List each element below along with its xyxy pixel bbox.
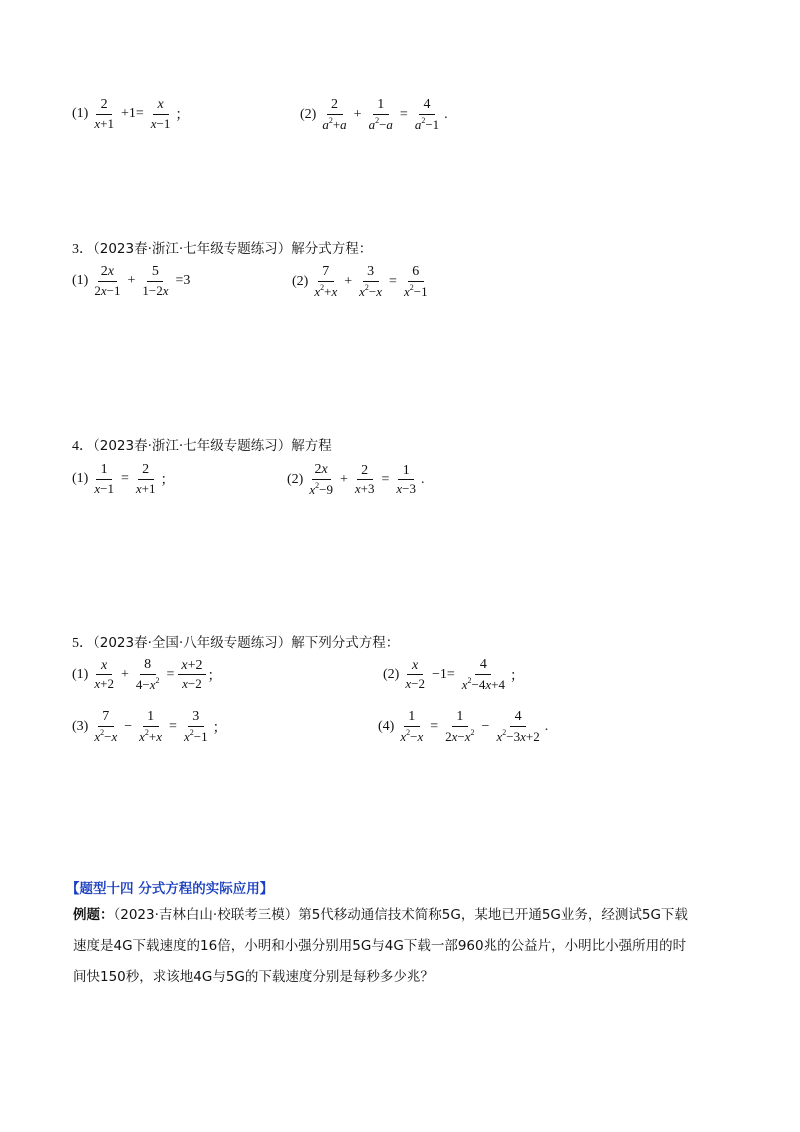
equation-q3-2: (2) $\frac{7}{x^2+x}$ + $\frac{3}{x^2-x}$ = $\frac{6}{x^2-1}$ bbox=[292, 265, 433, 298]
part-label: (1) bbox=[72, 273, 89, 289]
equation-top-2: (2) $\frac{2}{a^2+a}$ + $\frac{1}{a^2-a}$ = $\frac{4}{a^2-1}$ . bbox=[300, 97, 448, 132]
fraction: $\frac{7}{x^2+x}$ bbox=[314, 264, 338, 299]
punctuation: . bbox=[421, 471, 425, 487]
part-label: (1) bbox=[72, 471, 89, 487]
fraction: $\frac{3}{x^2-1}$ bbox=[183, 709, 208, 744]
question-number: 5． bbox=[72, 636, 93, 651]
punctuation: . bbox=[544, 718, 549, 734]
question-task: 解分式方程： bbox=[291, 241, 373, 257]
example-label: 例题： bbox=[73, 907, 114, 923]
fraction: $\frac{4}{a^2-1}$ bbox=[414, 97, 440, 132]
part-label: (2) bbox=[292, 273, 309, 289]
fraction: $\frac{2}{x+1}$ bbox=[94, 97, 114, 131]
fraction: $\frac{5}{1-2x}$ bbox=[142, 264, 169, 298]
example-text-1: （2023·吉林白山·校联考三模）第5代移动通信技术简称5G，某地已开通5G业务，经测试5G下载 bbox=[113, 907, 688, 923]
question-source: （2023春·浙江·七年级专题练习） bbox=[93, 438, 292, 454]
punctuation: ； bbox=[207, 668, 222, 684]
fraction: $\frac{1}{x-1}$ bbox=[94, 462, 114, 496]
part-label: (1) bbox=[72, 666, 89, 682]
equation-q5-3: (3) $\frac{7}{x^2-x}$ − $\frac{1}{x^2+x}$ = $\frac{3}{x^2-1}$ ； bbox=[72, 709, 227, 744]
question-5-heading bbox=[72, 631, 399, 652]
example-line-2: 速度是4G下载速度的16倍，小明和小强分别用5G与4G下载一部960兆的公益片，小明比小强所用的时 bbox=[73, 938, 687, 954]
part-label: (1) bbox=[72, 106, 89, 122]
punctuation: ； bbox=[510, 668, 524, 684]
equation-q3-1: (1) $\frac{2x}{2x-1}$ + $\frac{5}{1-2x}$ =3 bbox=[72, 264, 191, 298]
fraction: $\frac{x}{x+2}$ bbox=[94, 657, 114, 692]
fraction: $\frac{2x}{2x-1}$ bbox=[94, 264, 121, 298]
fraction: $\frac{7}{x^2-x}$ bbox=[94, 709, 118, 744]
question-3-heading bbox=[72, 237, 372, 258]
fraction: $\frac{1}{x-3}$ bbox=[396, 462, 417, 497]
question-source: （2023春·全国·八年级专题练习） bbox=[93, 635, 292, 651]
fraction: $\frac{x}{x-1}$ bbox=[150, 97, 171, 131]
equation-q4-2: (2) $\frac{2x}{x^2-9}$ + $\frac{2}{x+3}$ = $\frac{1}{x-3}$ . bbox=[287, 462, 425, 497]
fraction: $\frac{6}{x^2-1}$ bbox=[403, 264, 428, 299]
equation-q5-2: (2) $\frac{x}{x-2}$ −1= $\frac{4}{x^2-4x+4}$ ； bbox=[383, 657, 524, 692]
fraction: $\frac{1}{2x-x^2}$ bbox=[445, 709, 475, 744]
fraction: $\frac{4}{x^2-4x+4}$ bbox=[461, 657, 505, 692]
part-label: (4) bbox=[378, 718, 395, 734]
equation-q5-4: (4) $\frac{1}{x^2-x}$ = $\frac{1}{2x-x^2}$ − $\frac{4}{x^2-3x+2}$ . bbox=[378, 709, 549, 744]
fraction: $\frac{2}{x+1}$ bbox=[135, 462, 156, 496]
fraction: $\frac{8}{4-x^2}$ bbox=[135, 657, 160, 692]
example-line-1 bbox=[73, 899, 733, 931]
equation-q5-1: (1) $\frac{x}{x+2}$ + $\frac{8}{4-x^2}$ = $\frac{x+2}{x-2}$ ； bbox=[72, 657, 222, 692]
question-task: 解方程 bbox=[291, 438, 332, 454]
fraction: $\frac{2}{a^2+a}$ bbox=[322, 97, 347, 132]
fraction: $\frac{2x}{x^2-9}$ bbox=[309, 462, 333, 497]
fraction: $\frac{3}{x^2-x}$ bbox=[359, 264, 383, 299]
fraction: $\frac{1}{a^2-a}$ bbox=[368, 97, 393, 132]
example-problem bbox=[73, 899, 733, 993]
punctuation: ； bbox=[212, 720, 227, 736]
question-source: （2023春·浙江·七年级专题练习） bbox=[93, 241, 292, 257]
punctuation: ； bbox=[160, 473, 175, 489]
fraction: $\frac{1}{x^2+x}$ bbox=[139, 709, 163, 744]
equation-top-1: (1) $\frac{2}{x+1}$ +1= $\frac{x}{x-1}$ ； bbox=[72, 97, 190, 131]
section-heading: 【题型十四 分式方程的实际应用】 bbox=[66, 881, 274, 897]
question-number: 4． bbox=[72, 439, 93, 454]
part-label: (2) bbox=[383, 666, 400, 682]
part-label: (3) bbox=[72, 718, 89, 734]
equation-q4-1: (1) $\frac{1}{x-1}$ = $\frac{2}{x+1}$ ； bbox=[72, 462, 175, 496]
part-label: (2) bbox=[300, 106, 317, 122]
fraction: $\frac{4}{x^2-3x+2}$ bbox=[496, 709, 540, 744]
question-task: 解下列分式方程： bbox=[291, 635, 400, 651]
punctuation: . bbox=[444, 106, 448, 122]
part-label: (2) bbox=[287, 471, 304, 487]
example-line-3: 间快150秒，求该地4G与5G的下载速度分别是每秒多少兆？ bbox=[73, 969, 434, 985]
fraction: $\frac{1}{x^2-x}$ bbox=[400, 709, 424, 744]
punctuation: ； bbox=[175, 108, 190, 124]
fraction: $\frac{2}{x+3}$ bbox=[354, 462, 375, 497]
question-number: 3． bbox=[72, 242, 93, 257]
question-4-heading bbox=[72, 434, 332, 455]
fraction: $\frac{x}{x-2}$ bbox=[405, 657, 425, 692]
fraction: $\frac{x+2}{x-2}$ bbox=[178, 659, 205, 691]
